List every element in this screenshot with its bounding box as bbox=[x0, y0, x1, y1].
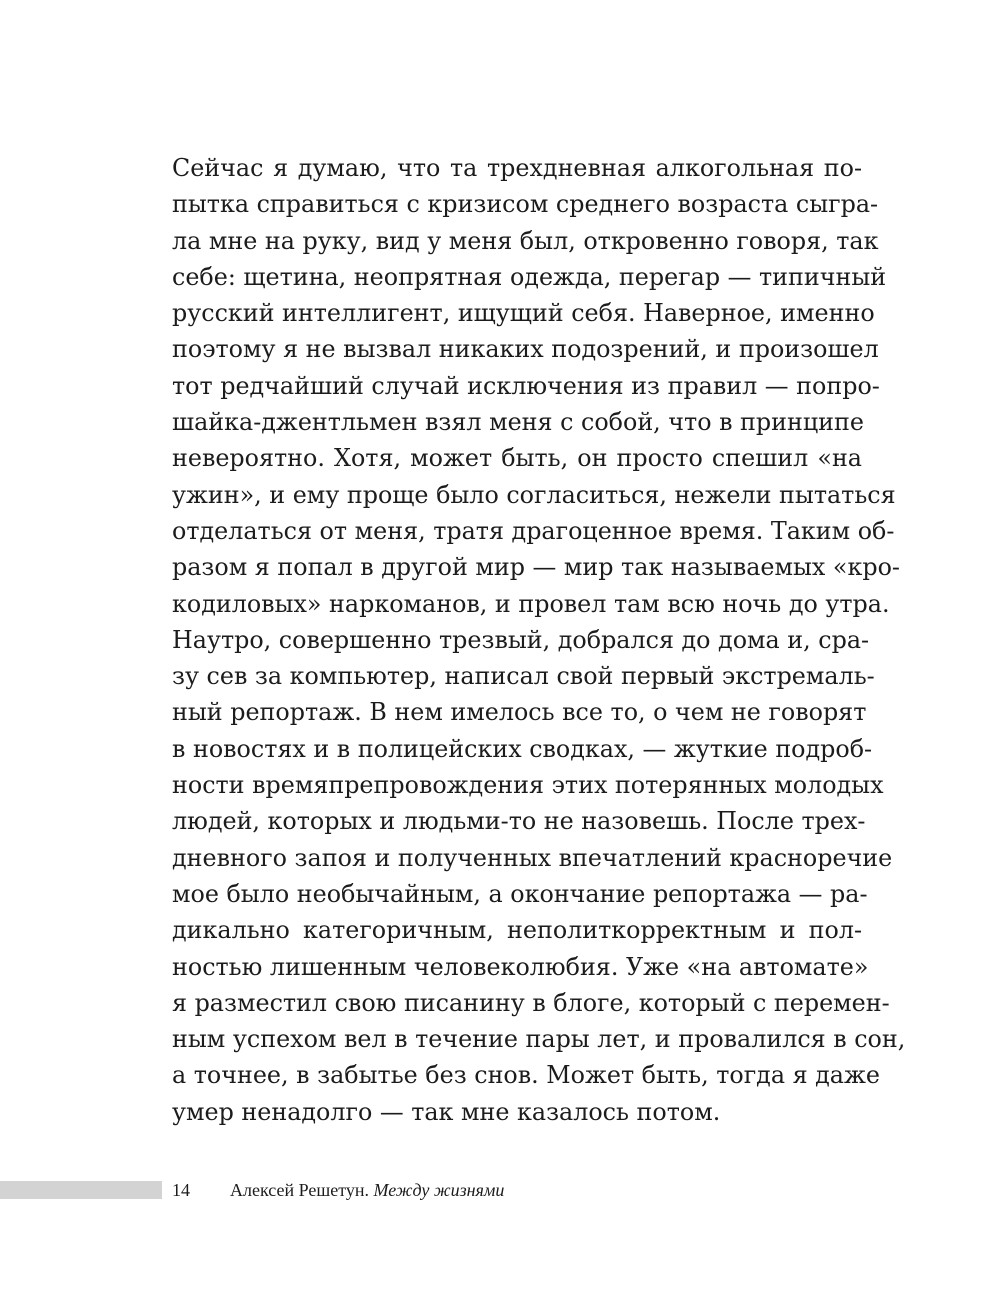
text-line: ностью лишенным человеколюбия. Уже «на автомате» bbox=[172, 952, 869, 981]
text-line: ла мне на руку, вид у меня был, откровенно говоря, так bbox=[172, 226, 879, 255]
text-line: Наутро, совершенно трезвый, добрался до дома и, сра- bbox=[172, 625, 870, 654]
page-number: 14 bbox=[172, 1180, 190, 1200]
text-line: отделаться от меня, тратя драгоценное время. Таким об- bbox=[172, 516, 895, 545]
text-line: ужин», и ему проще было согласиться, нежели пытаться bbox=[172, 480, 896, 509]
text-line: дикально категоричным, неполиткорректным и пол- bbox=[172, 916, 862, 945]
text-line: мое было необычайным, а окончание репортажа — ра- bbox=[172, 879, 868, 908]
footer-decor-bar bbox=[0, 1181, 162, 1199]
text-line: а точнее, в забытье без снов. Может быть, тогда я даже bbox=[172, 1061, 880, 1090]
text-line: пытка справиться с кризисом среднего возраста сыгра- bbox=[172, 190, 879, 219]
text-line: ности времяпрепровождения этих потерянных молодых bbox=[172, 771, 884, 800]
text-line: дневного запоя и полученных впечатлений красноречие bbox=[172, 843, 893, 872]
text-line: ным успехом вел в течение пары лет, и провалился в сон, bbox=[172, 1025, 906, 1054]
text-line: себе: щетина, неопрятная одежда, перегар — типичный bbox=[172, 262, 887, 291]
body-text bbox=[172, 150, 906, 1130]
text-line: умер ненадолго — так мне казалось потом. bbox=[172, 1097, 721, 1126]
footer-author: Алексей Решетун. bbox=[230, 1180, 374, 1200]
text-line: ный репортаж. В нем имелось все то, о чем не говорят bbox=[172, 698, 867, 727]
text-line: шайка-джентльмен взял меня с собой, что в принципе bbox=[172, 408, 864, 437]
text-line: я разместил свою писанину в блоге, который с перемен- bbox=[172, 988, 890, 1017]
text-line: поэтому я не вызвал никаких подозрений, и произошел bbox=[172, 335, 879, 364]
page-footer bbox=[172, 1178, 504, 1202]
text-line: в новостях и в полицейских сводках, — жуткие подроб- bbox=[172, 734, 873, 763]
text-line: разом я попал в другой мир — мир так называемых «кро- bbox=[172, 553, 900, 582]
text-line: людей, которых и людьми-то не назовешь. После трех- bbox=[172, 807, 866, 836]
text-line: русский интеллигент, ищущий себя. Наверное, именно bbox=[172, 299, 875, 328]
footer-book-title: Между жизнями bbox=[373, 1180, 505, 1200]
text-line: зу сев за компьютер, написал свой первый экстремаль- bbox=[172, 662, 875, 691]
text-line: тот редчайший случай исключения из правил — попро- bbox=[172, 371, 880, 400]
text-line: кодиловых» наркоманов, и провел там всю ночь до утра. bbox=[172, 589, 890, 618]
text-line: невероятно. Хотя, может быть, он просто спешил «на bbox=[172, 444, 862, 473]
text-line: Сейчас я думаю, что та трехдневная алкогольная по- bbox=[172, 154, 862, 182]
